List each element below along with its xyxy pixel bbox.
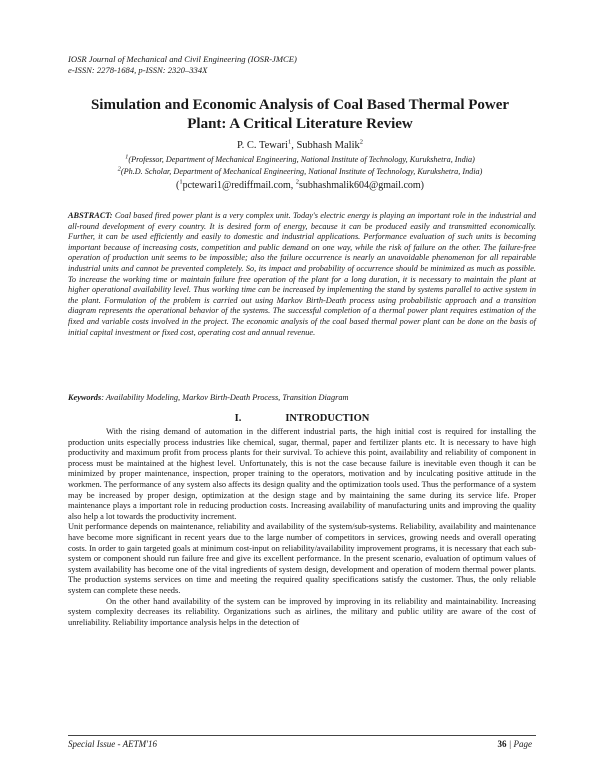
email-1: pctewari1@rediffmail.com, [182, 180, 296, 191]
title-line-2: Plant: A Critical Literature Review [187, 116, 413, 132]
affiliation-2-mark: 2 [117, 165, 121, 173]
paragraph-2: Unit performance depends on maintenance, reliability and availability of the system/sub-systems. Reliability, availability and maintenance have become more significant in recent years due to the large number of competitors in services, growing needs and overall operating costs. In order to gain targeted goals at minimum cost-input on reliability/availability improvement programs, it is necessary that each sub-system or component should run failure free and give its excellent performance. In the present scenario, evaluation of optimum values of system availability has become one of the vital ingredients of system design, development and operation of modern thermal power plants. The production systems services on time and meeting the required quality specifications satisfy the customer. Thus, the only reliable system can complete these needs. [68, 522, 536, 595]
author-line [60, 140, 540, 151]
page-number: 36 [497, 739, 507, 749]
journal-header [68, 54, 297, 76]
paragraph-3: On the other hand availability of the system can be improved by improving in its reliability and maintainability. Increasing system complexity decreases its reliability. Organizations such as airlines, the military and public utility are aware of the cost of unreliability. Reliability importance analysis helps in the detection of [68, 596, 536, 627]
footer-issue: Special Issue - AETM'16 [68, 739, 157, 749]
email-open-paren: ( [175, 180, 180, 191]
title-line-1: Simulation and Economic Analysis of Coal Based Thermal Power [90, 97, 510, 113]
affiliation-1-text: (Professor, Department of Mechanical Engineering, National Institute of Technology, Kurukshetra, India) [128, 155, 475, 164]
abstract-label: ABSTRACT: [68, 211, 113, 220]
email-line [60, 180, 540, 191]
abstract-text: Coal based fired power plant is a very complex unit. Today's electric energy is playing an important role in the industrial and all-round development of every country. It is desired form of energy, because it can be produced easily and transmitted economically. Further, it can be used efficiently and easily to domestic and industrial applications. Performance evaluation of such units is becoming important because of increasing costs, competition and public demand on one way, while the risk of failure on the other. The failure-free operation of production unit seems to be impossible; also the failure occurrence is nearly an unavoidable phenomenon for all repairable industrial units and cannot be prevented completely. So, its impact and probability of occurrence should be minimized as much as possible. To increase the working time or maintain failure free operation of the plant for a long duration, it is necessary to maintain the plant at higher operational availability level. Thus working time can be increased by implementing the stand by systems parallel to active system in the plant. Formulation of the problem is carried out using Markov Birth-Death process using probabilistic approach and a transition diagram represents the operational behavior of the systems. The successful completion of a thermal power plant requires estimation of the fixed and variable costs involved in the project. The economic analysis of the coal based thermal power plant can be done on the basis of initial capital investment or fixed cost, operating cost and annual revenue. [68, 211, 537, 337]
author-separator: , [291, 140, 297, 151]
section-heading [68, 413, 536, 424]
affiliation-2-text: (Ph.D. Scholar, Department of Mechanical Engineering, National Institute of Technology, Kurukshetra, India) [120, 167, 483, 176]
footer-divider [68, 735, 536, 736]
paper-title [60, 96, 540, 134]
section-title: INTRODUCTION [285, 413, 370, 424]
affiliation-1-mark: 1 [125, 153, 129, 161]
author-2: Subhash Malik [296, 140, 360, 151]
footer-page [498, 739, 532, 749]
keywords [68, 393, 536, 402]
email-2-mark: 2 [295, 178, 299, 186]
page-label: | Page [506, 739, 532, 749]
journal-issn: e-ISSN: 2278-1684, p-ISSN: 2320–334X [68, 65, 208, 75]
email-1-mark: 1 [179, 178, 183, 186]
paragraph-1: With the rising demand of automation in the different industrial parts, the high initial cost is required for installing the production units especially process industries like chemical, sugar, thermal, paper and fertilizer plants etc. It is necessary to have high productivity and maximum profit from process plants for their survival. To achieve this point, availability and reliability of component in process must be maintained at the highest level. Unfortunately, this is not the case because failure is inevitable even though it can be minimized by proper maintenance, inspection, proper training to the operators, motivation and by inculcating positive attitude in the workmen. The performance of any system also affects its design quality and the optimization tools used. Thus the performance of a system may be increased by proper design, optimization at the design stage and by maintaining the same during its service life. Proper maintenance plays a important role in reducing production costs. Increasing availability of manufacturing units and improving the quality also help a lot towards the productivity increment. [68, 427, 536, 521]
affiliation-2 [60, 167, 540, 176]
author-1: P. C. Tewari [236, 140, 288, 151]
affiliation-1 [60, 155, 540, 164]
journal-name: IOSR Journal of Mechanical and Civil Engineering (IOSR-JMCE) [68, 54, 297, 64]
body-text [68, 427, 536, 628]
keywords-label: Keywords [68, 393, 102, 402]
author-2-mark: 2 [359, 138, 364, 146]
section-number: I. [234, 413, 242, 424]
abstract [68, 211, 536, 338]
author-1-mark: 1 [287, 138, 292, 146]
keywords-text: : Availability Modeling, Markov Birth-Death Process, Transition Diagram [101, 393, 349, 402]
email-2: subhashmalik604@gmail.com) [298, 180, 425, 191]
